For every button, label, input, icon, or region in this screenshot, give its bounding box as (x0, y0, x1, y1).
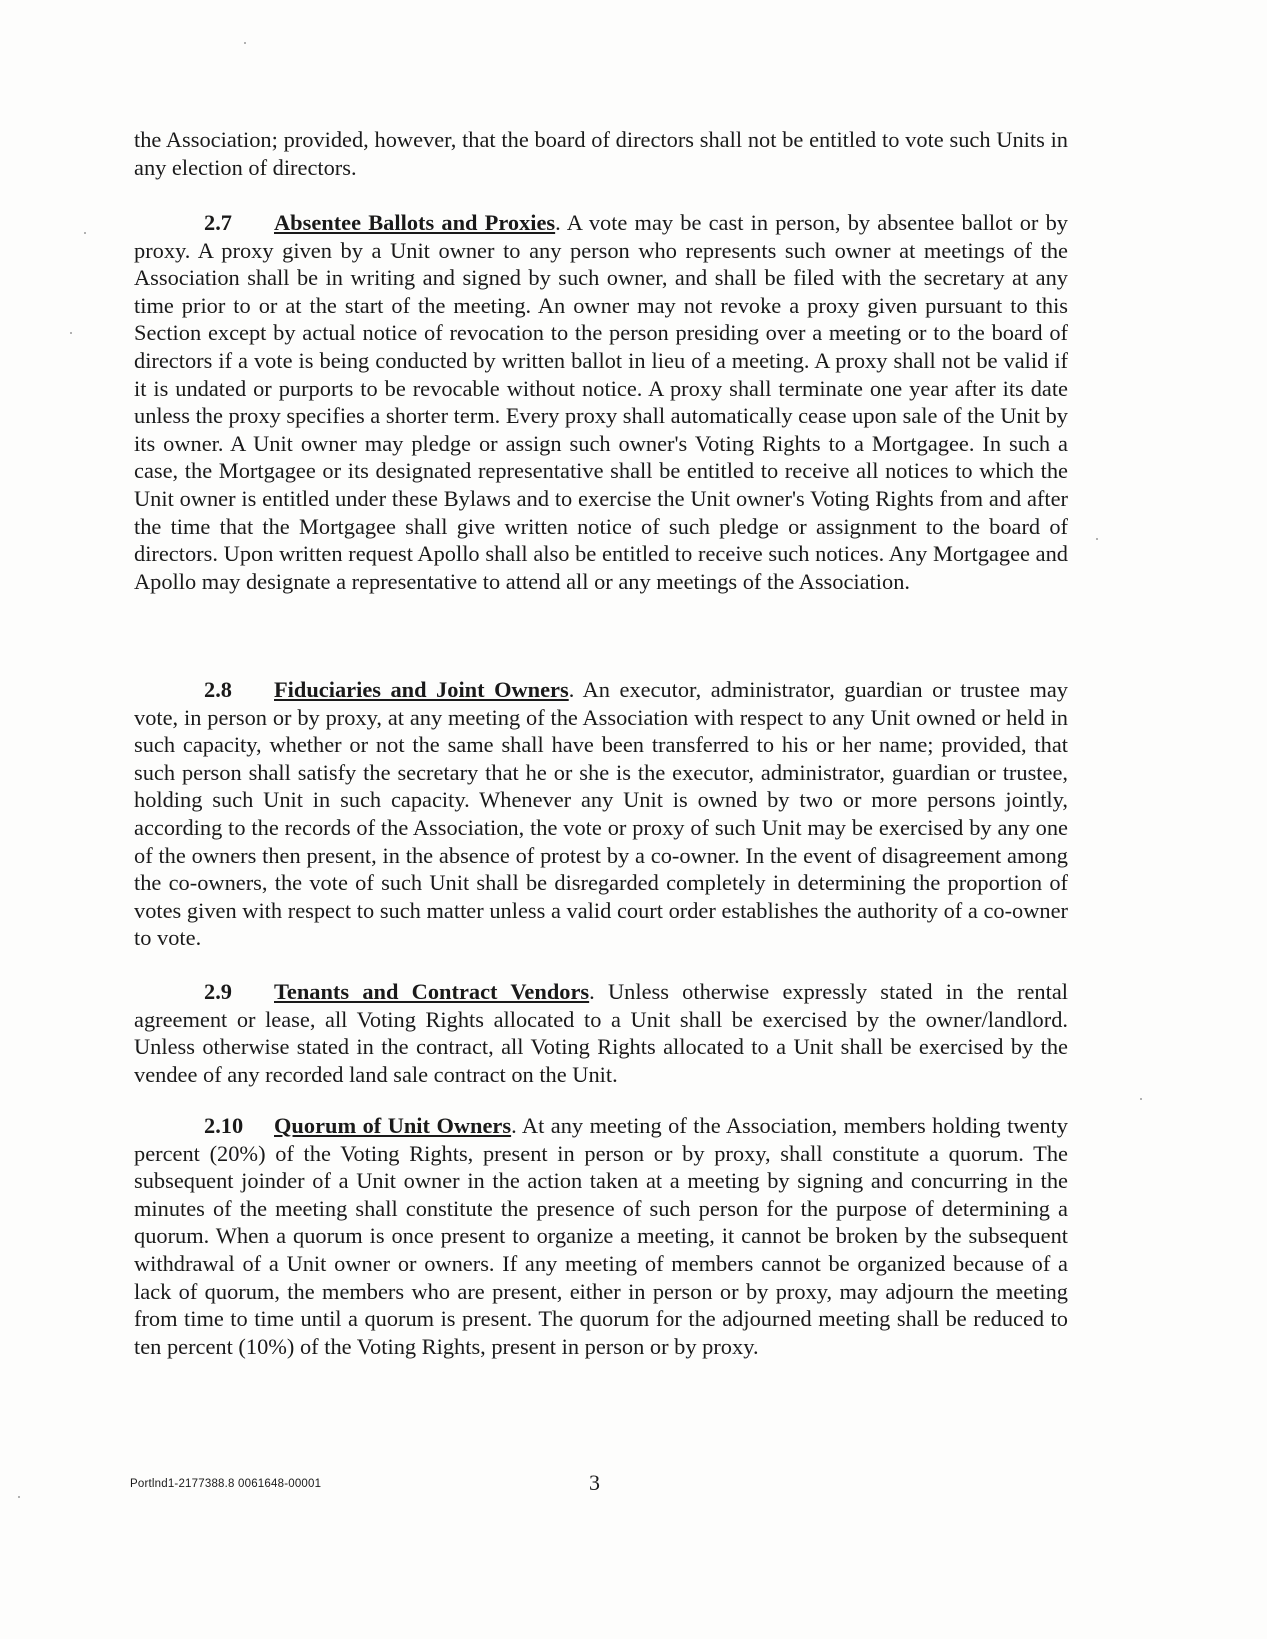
scan-speck (1140, 1098, 1142, 1100)
scan-speck (84, 232, 86, 234)
section-number: 2.8 (204, 677, 232, 702)
section-heading: Fiduciaries and Joint Owners (274, 677, 569, 702)
document-id: Portlnd1-2177388.8 0061648-00001 (130, 1478, 322, 1490)
section-heading: Absentee Ballots and Proxies (274, 210, 556, 235)
section-paragraph (134, 1112, 1068, 1360)
section-body: . An executor, administrator, guardian or trustee may vote, in person or by proxy, at any meeting of the Association with respect to any Unit owned or held in such capacity, whether or not the same shall have been transferred to his or her name; provided, that such person shall satisfy the secretary that he or she is the executor, administrator, guardian or trustee, holding such Unit in such capacity. Whenever any Unit is owned by two or more persons jointly, according to the records of the Association, the vote or proxy of such Unit may be exercised by any one of the owners then present, in the absence of protest by a co-owner. In the event of disagreement among the co-owners, the vote of such Unit shall be disregarded completely in determining the proportion of votes given with respect to such matter unless a valid court order establishes the authority of a co-owner to vote. (134, 677, 1069, 951)
section-2-8 (134, 676, 1068, 952)
section-paragraph (134, 676, 1068, 952)
section-2-9 (134, 978, 1068, 1088)
section-body: . Unless otherwise expressly stated in the rental agreement or lease, all Voting Rights allocated to a Unit shall be exercised by the owner/landlord. Unless otherwise stated in the contract, all Voting Rights allocated to a Unit shall be exercised by the vendee of any recorded land sale contract on the Unit. (134, 979, 1068, 1087)
scan-speck (244, 42, 246, 44)
section-2-7 (134, 209, 1068, 595)
section-heading: Quorum of Unit Owners (274, 1113, 512, 1138)
section-number: 2.9 (204, 979, 232, 1004)
section-2-10 (134, 1112, 1068, 1360)
section-body: . A vote may be cast in person, by absentee ballot or by proxy. A proxy given by a Unit owner to any person who represents such owner at meetings of the Association shall be in writing and signed by such owner, and shall be filed with the secretary at any time prior to or at the start of the meeting. An owner may not revoke a proxy given pursuant to this Section except by actual notice of revocation to the person presiding over a meeting or to the board of directors if a vote is being conducted by written ballot in lieu of a meeting. A proxy shall not be valid if it is undated or purports to be revocable without notice. A proxy shall terminate one year after its date unless the proxy specifies a shorter term. Every proxy shall automatically cease upon sale of the Unit by its owner. A Unit owner may pledge or assign such owner's Voting Rights to a Mortgagee. In such a case, the Mortgagee or its designated representative shall be entitled to receive all notices to which the Unit owner is entitled under these Bylaws and to exercise the Unit owner's Voting Rights from and after the time that the Mortgagee shall give written notice of such pledge or assignment to the board of directors. Upon written request Apollo shall also be entitled to receive such notices. Any Mortgagee and Apollo may designate a representative to attend all or any meetings of the Association. (134, 210, 1068, 594)
scan-speck (70, 332, 72, 334)
section-paragraph (134, 978, 1068, 1088)
section-number: 2.10 (204, 1113, 244, 1138)
page-number: 3 (589, 1470, 600, 1495)
scan-speck (1096, 538, 1098, 540)
section-paragraph (134, 209, 1068, 595)
section-number: 2.7 (204, 210, 232, 235)
section-body: . At any meeting of the Association, members holding twenty percent (20%) of the Voting Rights, present in person or by proxy, shall constitute a quorum. The subsequent joinder of a Unit owner in the action taken at a meeting by signing and concurring in the minutes of the meeting shall constitute the presence of such person for the purpose of determining a quorum. When a quorum is once present to organize a meeting, it cannot be broken by the subsequent withdrawal of a Unit owner or owners. If any meeting of members cannot be organized because of a lack of quorum, the members who are present, either in person or by proxy, may adjourn the meeting from time to time until a quorum is present. The quorum for the adjourned meeting shall be reduced to ten percent (10%) of the Voting Rights, present in person or by proxy. (134, 1113, 1069, 1359)
intro-paragraph (134, 126, 1068, 181)
section-heading: Tenants and Contract Vendors (274, 979, 590, 1004)
intro-text: the Association; provided, however, that the board of directors shall not be entitled to vote such Units in any election of directors. (134, 127, 1068, 180)
scan-speck (18, 1496, 20, 1498)
